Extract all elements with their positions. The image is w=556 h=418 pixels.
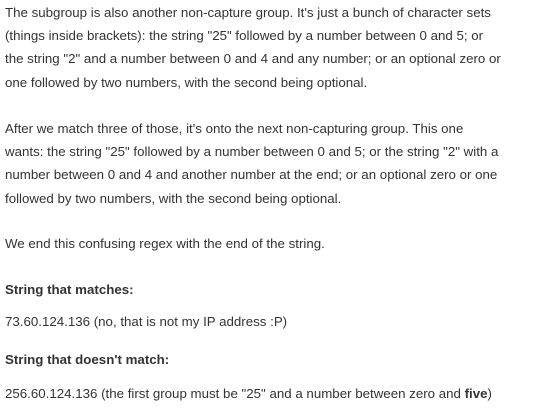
paragraph-line: followed by two numbers, with the second being optional.: [5, 190, 342, 206]
match-example-text: 73.60.124.136 (no, that is not my IP address :P): [5, 314, 288, 329]
paragraph-regex-end: We end this confusing regex with the end of the string.: [5, 236, 325, 251]
paragraph-line: the string "2" and a number between 0 and 4 and any number; or an optional zero or: [5, 51, 501, 67]
nonmatch-text-before: 256.60.124.136 (the first group must be "25" and a number between zero and: [5, 386, 465, 401]
nonmatch-text-after: ): [487, 386, 492, 401]
paragraph-next-group-explanation: [5, 117, 550, 210]
nonmatch-bold-word: five: [464, 386, 488, 401]
paragraph-line: (things inside brackets): the string "25" followed by a number between 0 and 5; or: [5, 28, 484, 44]
paragraph-line: number between 0 and 4 and another number at the end; or an optional zero or one: [5, 167, 498, 183]
paragraph-line: The subgroup is also another non-capture group. It's just a bunch of character sets: [5, 5, 491, 20]
paragraph-line: After we match three of those, it's onto the next non-capturing group. This one: [5, 121, 464, 136]
nonmatch-example-text: [5, 382, 550, 405]
paragraph-subgroup-explanation: [5, 1, 550, 94]
nonmatch-example-heading: String that doesn't match:: [5, 352, 170, 367]
paragraph-line: wants: the string "25" followed by a number between 0 and 5; or the string "2" with a: [5, 144, 499, 160]
paragraph-line: one followed by two numbers, with the second being optional.: [5, 74, 368, 90]
match-example-heading: String that matches:: [5, 282, 134, 297]
